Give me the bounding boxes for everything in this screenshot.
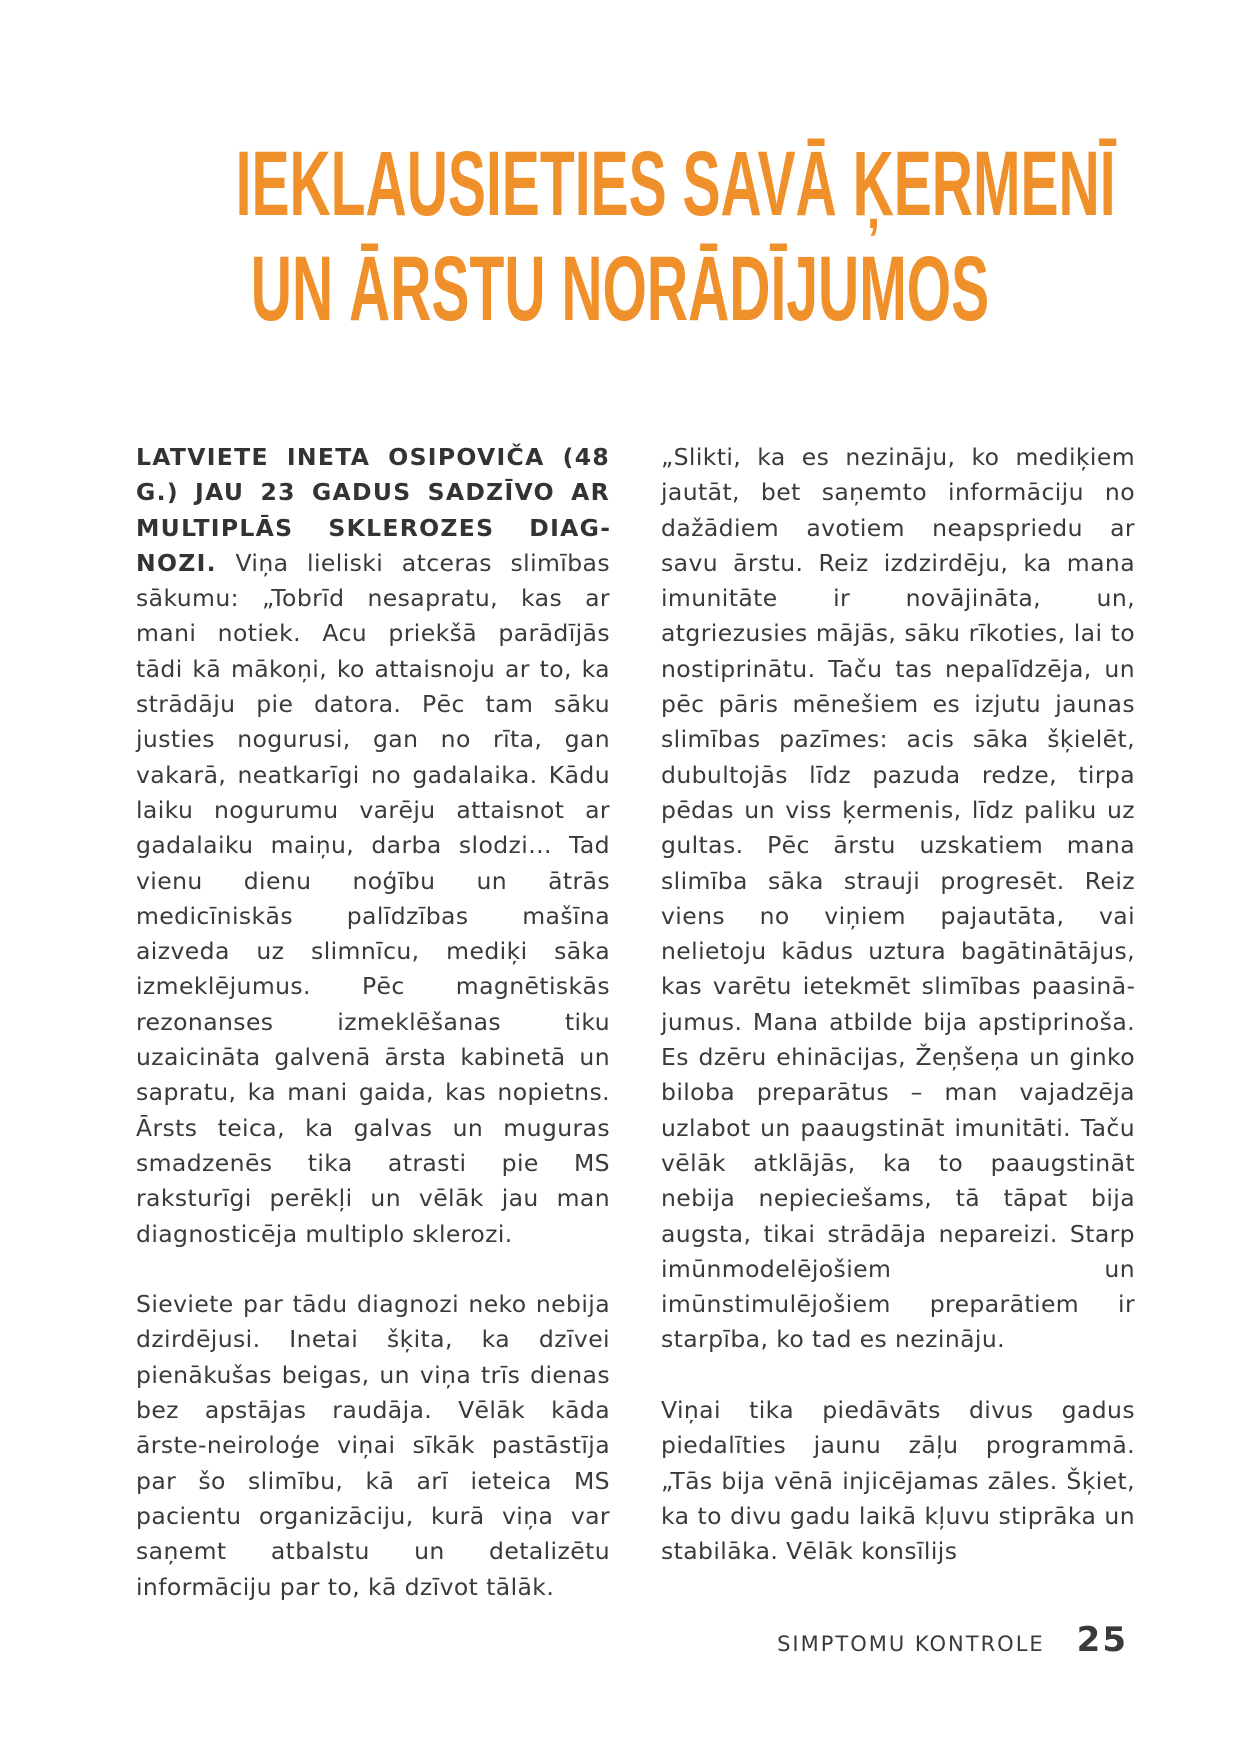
page-number: 25 [1076,1620,1128,1660]
lead-text: LATVIETE INETA OSIPOVIČA (48 G.) JAU 23 GADUS SADZĪVO AR MULTIPLĀS SKLEROZES DIAGNOZI. [136,443,610,577]
right-column [661,440,1135,1605]
left-column [136,440,610,1640]
right-paragraph-1: „Slikti, ka es nezināju, ko mediķiem jautāt, bet saņemto informāciju no dažādiem avotiem neapspriedu ar savu ārstu. Reiz izdzirdēju, ka mana imunitāte ir novājināta, un, atgriezusies mājās, sāku rīkoties, lai to nostiprinātu. Taču tas nepalīdzēja, un pēc pāris mēnešiem es izjutu jaunas slimības pazīmes: acis sāka šķielēt, dubultojās līdz pazuda redze, tirpa pēdas un viss ķermenis, līdz paliku uz gultas. Pēc ārstu uzskatiem mana slimība sāka strauji progresēt. Reiz viens no viņiem pajautāta, vai nelietoju kādus uztura bagātinātājus, kas varētu ietekmēt slimības paasinājumus. Mana atbilde bija apstiprinoša. Es dzēru ehinācijas, Žeņšeņa un ginko biloba preparātus – man vajadzēja uzlabot un paaugstināt imunitāti. Taču vēlāk atklājās, ka to paaugstināt nebija nepieciešams, tā tāpat bija augsta, tikai strādāja nepareizi. Starp imūnmodelējošiem un imūnstimulējošiem preparātiem ir starpība, ko tad es nezināju. [661,443,1135,1354]
page-title [235,132,1116,342]
title-line-2: UN ĀRSTU NORĀDĪJUMOS [250,238,990,340]
left-paragraph-2: Sieviete par tādu diagnozi neko nebija dzirdējusi. Inetai šķita, ka dzīvei pienākušas beigas, un viņa trīs dienas bez apstājas raudāja. Vēlāk kāda ārste-neiroloģe viņai sīkāk pastāstīja par šo slimību, kā arī ieteica MS pacientu organizāciju, kurā viņa var saņemt atbalstu un detalizētu informāciju par to, kā dzīvot tālāk. [136,1290,610,1601]
left-paragraph-1-body: Viņa lieliski atceras slimības sākumu: „Tobrīd nesapratu, kas ar mani notiek. Acu priekšā parādījās tādi kā mākoņi, ko attaisnoju ar to, ka strādāju pie datora. Pēc tam sāku justies nogurusi, gan no rīta, gan vakarā, neatkarīgi no gadalaika. Kādu laiku nogurumu varēju attaisnot ar gadalaiku maiņu, darba slodzi... Tad vienu dienu noģību un ātrās medicīniskās palīdzības mašīna aizveda uz slimnīcu, mediķi sāka izmeklējumus. Pēc magnētiskās rezonanses izmeklēšanas tiku uzaicināta galvenā ārsta kabinetā un sapratu, ka mani gaida, kas nopietns. Ārsts teica, ka galvas un muguras smadzenēs tika atrasti pie MS raksturīgi perēkļi un vēlāk jau man diagnosticēja multiplo sklerozi. [136,548,610,1248]
right-paragraph-2: Viņai tika piedāvāts divus gadus piedalīties jaunu zāļu programmā. „Tās bija vēnā injicējamas zāles. Šķiet, ka to divu gadu laikā kļuvu stiprāka un stabilāka. Vēlāk konsīlijs [661,1396,1135,1566]
section-label: SIMPTOMU KONTROLE [777,1632,1045,1656]
left-paragraph-1 [136,440,610,1252]
title-line-1: IEKLAUSIETIES SAVĀ ĶERMENĪ [235,133,1116,235]
page-footer [777,1620,1128,1660]
